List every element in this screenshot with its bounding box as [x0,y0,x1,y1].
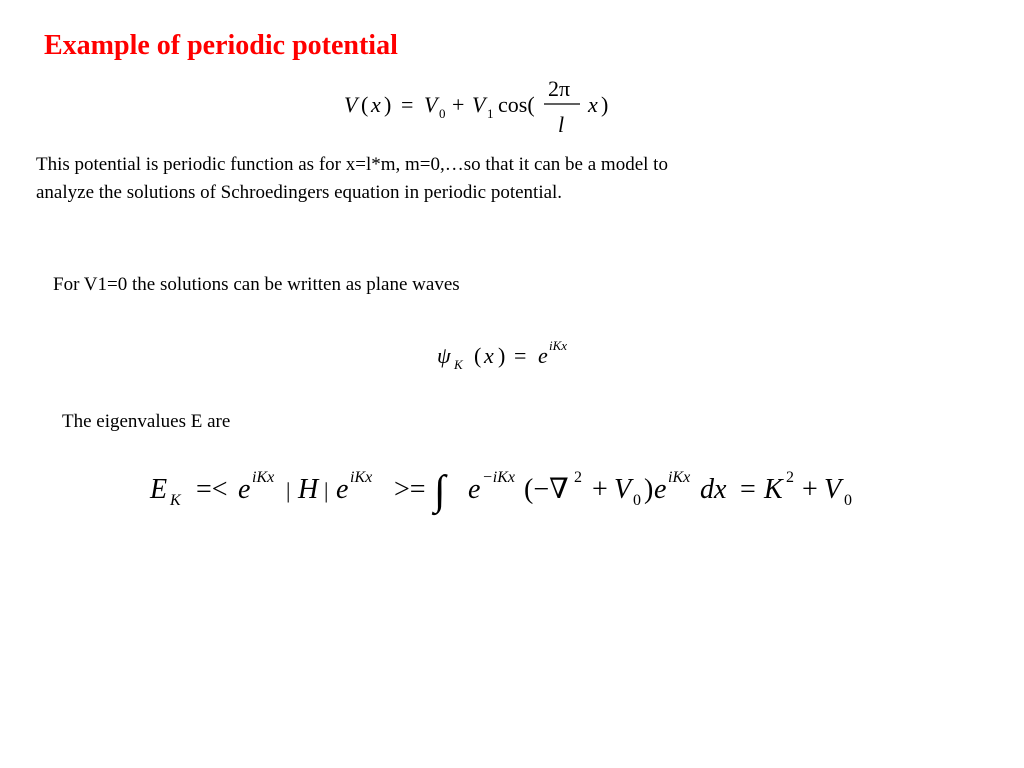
plane-wave-equation [437,335,587,379]
eq2-e: e [538,343,548,368]
eq1-paren-close: ) [384,92,392,117]
eq2-equals: = [514,343,527,368]
eq1-cos: cos( [498,92,535,117]
eq3-V0b-sub: 0 [844,492,852,509]
plane-waves-text: For V1=0 the solutions can be written as plane waves [53,274,460,295]
eq2-paren-close: ) [498,343,506,368]
eq3-K-exp: 2 [786,469,794,486]
eq2-psi-sub: K [454,357,463,372]
eq1-frac-den: l [558,112,565,137]
eq2-psi: ψ [437,343,451,368]
eq3-K: K [764,474,783,505]
eq3-E-sub: K [170,492,181,509]
eq3-bar1: | [286,478,291,503]
eq3-bar2: | [324,478,329,503]
intro-line-2: analyze the solutions of Schroedingers equation in periodic potential. [36,182,563,203]
eq3-V0: V [614,474,632,505]
eq3-e4: e [654,474,667,505]
eq3-e1-exp: iKx [252,469,275,486]
slide-title: Example of periodic potential [44,30,398,61]
eq3-e3: e [468,474,481,505]
eigenvalues-text: The eigenvalues E are [62,411,231,432]
eq2-x: x [484,343,494,368]
eq3-e3-exp: −iKx [482,469,516,486]
eigenvalue-equation-svg [150,462,870,522]
eq1-paren-open: ( [361,92,369,117]
eq3-e1: e [238,474,251,505]
eq3-eq2: = [740,474,756,505]
eq3-lap-exp: 2 [574,469,582,486]
eq1-close: ) [601,92,609,117]
eq1-V0: V [424,92,438,117]
potential-equation-svg [344,78,624,140]
eq3-gt-eq: >= [394,474,426,505]
eq1-x-end: x [588,92,598,117]
eq3-e2: e [336,474,349,505]
eq3-E: E [150,474,168,505]
eq3-e4-exp: iKx [668,469,691,486]
eq1-V1-sub: 1 [487,106,494,121]
intro-line-1: This potential is periodic function as for x=l*m, m=0,…so that it can be a model to [36,154,668,175]
eq2-paren-open: ( [474,343,482,368]
eq3-plus1: + [592,474,608,505]
eq3-V0-sub: 0 [633,492,641,509]
eq1-V1: V [472,92,486,117]
eq3-plus2: + [802,474,818,505]
eq1-V: V [344,92,358,117]
potential-equation [344,78,624,140]
eq3-dx: dx [700,474,727,505]
eq1-equals: = [401,92,414,117]
eigenvalue-equation [150,462,870,526]
eq3-lap-open: (−∇ [524,474,569,505]
eq1-frac-num: 2π [548,76,571,101]
eq3-eq-lt: =< [196,474,228,505]
eq1-V0-sub: 0 [439,106,446,121]
eq1-x: x [371,92,381,117]
eq3-H: H [298,474,319,505]
plane-wave-equation-svg [437,335,587,375]
eq3-e2-exp: iKx [350,469,373,486]
eq3-integral: ∫ [434,468,446,514]
eq2-exp: iKx [549,338,568,353]
eq3-close: ) [644,474,654,505]
eq1-plus: + [452,92,465,117]
eq3-V0b: V [824,474,842,505]
